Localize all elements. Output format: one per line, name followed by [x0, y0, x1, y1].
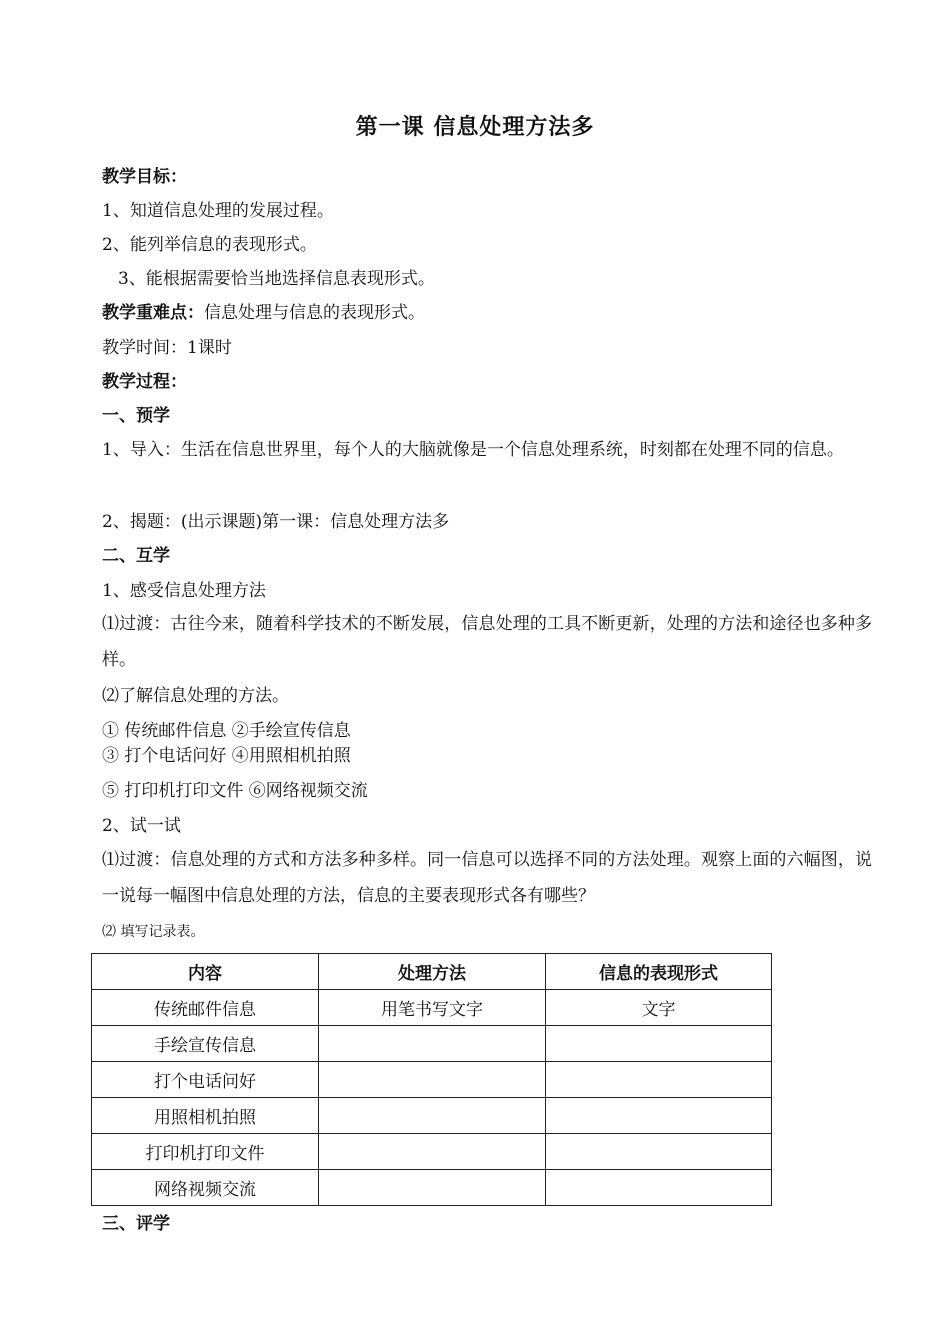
table-cell	[319, 1026, 546, 1062]
table-cell: 文字	[546, 990, 772, 1026]
process-heading: 教学过程：	[102, 372, 187, 392]
table-cell	[546, 1098, 772, 1134]
record-table	[91, 953, 772, 1206]
key-points-label: 教学重难点：	[102, 303, 204, 323]
table-row	[92, 1026, 772, 1062]
teaching-time: 教学时间：1课时	[102, 338, 232, 358]
table-cell: 打个电话问好	[92, 1062, 319, 1098]
table-cell	[319, 1170, 546, 1206]
table-cell	[546, 1134, 772, 1170]
table-cell: 传统邮件信息	[92, 990, 319, 1026]
table-cell	[319, 1134, 546, 1170]
objective-item: 1、知道信息处理的发展过程。	[102, 201, 334, 221]
method-line: ⑤ 打印机打印文件 ⑥网络视频交流	[102, 781, 368, 801]
table-cell: 手绘宣传信息	[92, 1026, 319, 1062]
page-title: 第一课 信息处理方法多	[355, 115, 595, 140]
intro-paragraph: 1、导入：生活在信息世界里，每个人的大脑就像是一个信息处理系统，时刻都在处理不同的信息。	[102, 440, 844, 460]
table-header: 内容	[92, 954, 319, 990]
subsection-title: 2、试一试	[102, 816, 181, 836]
table-cell: 用笔书写文字	[319, 990, 546, 1026]
table-header-row	[92, 954, 772, 990]
table-cell: 用照相机拍照	[92, 1098, 319, 1134]
table-header: 处理方法	[319, 954, 546, 990]
transition-paragraph: ⑴过渡：古往今来，随着科学技术的不断发展，信息处理的工具不断更新，处理的方法和途径也多种多样。	[102, 614, 872, 670]
section-heading: 三、评学	[102, 1214, 170, 1234]
table-header: 信息的表现形式	[546, 954, 772, 990]
table-cell: 网络视频交流	[92, 1170, 319, 1206]
table-row	[92, 1062, 772, 1098]
table-cell	[319, 1062, 546, 1098]
objective-item: 3、能根据需要恰当地选择信息表现形式。	[118, 269, 435, 289]
table-cell	[319, 1098, 546, 1134]
table-cell	[546, 1170, 772, 1206]
subsection-title: 1、感受信息处理方法	[102, 581, 266, 601]
objectives-heading: 教学目标：	[102, 167, 187, 187]
table-row	[92, 990, 772, 1026]
objective-item: 2、能列举信息的表现形式。	[102, 235, 317, 255]
key-points	[102, 303, 425, 323]
key-points-text: 信息处理与信息的表现形式。	[204, 303, 425, 323]
method-line: ① 传统邮件信息 ②手绘宣传信息	[102, 721, 351, 741]
topic-line: 2、揭题：(出示课题)第一课：信息处理方法多	[102, 512, 450, 532]
table-cell	[546, 1026, 772, 1062]
learn-line: ⑵了解信息处理的方法。	[102, 686, 289, 706]
table-row	[92, 1134, 772, 1170]
transition-paragraph: ⑴过渡：信息处理的方式和方法多种多样。同一信息可以选择不同的方法处理。观察上面的六幅图，说一说每一幅图中信息处理的方法，信息的主要表现形式各有哪些？	[102, 850, 872, 906]
table-row	[92, 1170, 772, 1206]
section-heading: 二、互学	[102, 546, 170, 566]
method-line: ③ 打个电话问好 ④用照相机拍照	[102, 746, 351, 766]
fill-instruction: ⑵ 填写记录表。	[102, 924, 205, 940]
table-row	[92, 1098, 772, 1134]
table-cell	[546, 1062, 772, 1098]
table-cell: 打印机打印文件	[92, 1134, 319, 1170]
section-heading: 一、预学	[102, 406, 170, 426]
